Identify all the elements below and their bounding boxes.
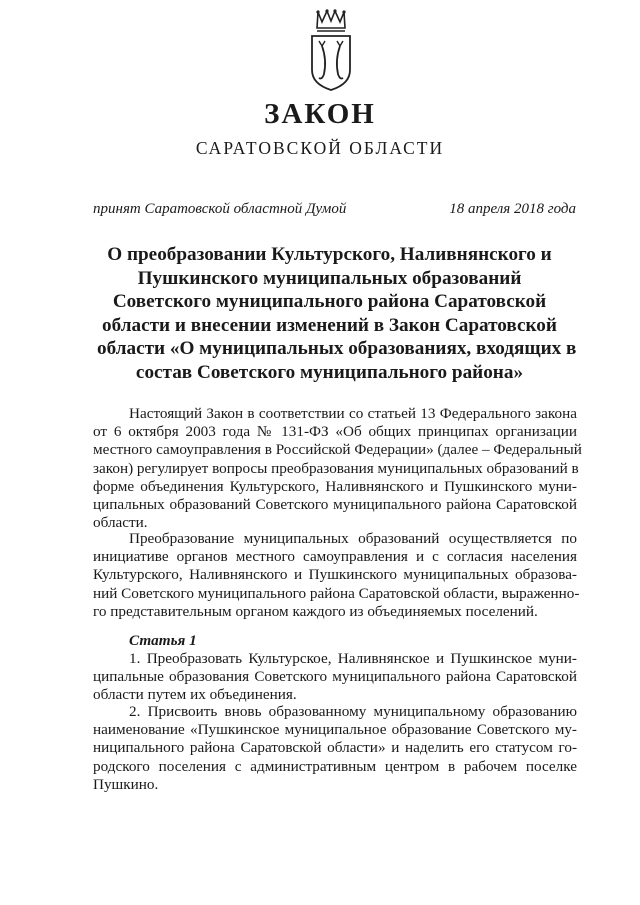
heading-line: состав Советского муниципального района» xyxy=(135,361,524,383)
heading-line: области «О муниципальных образованиях, входящих в xyxy=(97,338,577,359)
text-line: инициативе органов местного самоуправления и с согласия населения xyxy=(93,548,577,566)
text-line: ципальные образования Советского муниципального района Саратовской xyxy=(93,668,577,686)
article-1-item-1 xyxy=(93,650,577,705)
text-line: 1. Преобразовать Культурское, Наливнянское и Пушкинское муни- xyxy=(129,650,577,667)
adoption-date: 18 апреля 2018 года xyxy=(449,201,576,217)
text-line: местного самоуправления в Российской Федерации» (далее – Федеральный xyxy=(93,441,582,459)
adoption-line xyxy=(93,201,576,218)
text-line: Настоящий Закон в соответствии со статьей 13 Федерального закона xyxy=(129,405,577,422)
preamble-paragraph-1 xyxy=(93,405,582,532)
adopted-by: принят Саратовской областной Думой xyxy=(93,201,347,217)
text-line: го представительным органом каждого из объединяемых поселений. xyxy=(93,602,538,620)
text-line: ниципального района Саратовской области» и наделить его статусом го- xyxy=(93,739,577,757)
text-line: ципальных образований Советского муниципального района Саратовской xyxy=(93,495,577,513)
text-line: наименование «Пушкинское муниципальное образование Советского му- xyxy=(93,721,577,739)
saratov-coat-of-arms-icon xyxy=(300,8,362,92)
article-1-item-2 xyxy=(93,703,577,794)
text-line: родского поселения с административным центром в рабочем поселке xyxy=(93,757,577,775)
heading-line: Советского муниципального района Саратовской xyxy=(112,291,547,312)
text-line: закон) регулирует вопросы преобразования муниципальных образований в xyxy=(93,459,579,477)
text-line: от 6 октября 2003 года № 131-ФЗ «Об общих принципах организации xyxy=(93,423,577,441)
heading-line: О преобразовании Культурского, Наливнянского и xyxy=(107,244,552,265)
text-line: области. xyxy=(93,514,148,532)
text-line: Преобразование муниципальных образований осуществляется по xyxy=(129,530,577,547)
heading-line: Пушкинского муниципальных образований xyxy=(137,267,522,289)
law-subtitle: САРАТОВСКОЙ ОБЛАСТИ xyxy=(195,138,445,158)
text-line: 2. Присвоить вновь образованному муниципальному образованию xyxy=(129,703,577,720)
preamble-paragraph-2 xyxy=(93,530,580,621)
text-line: ний Советского муниципального района Саратовской области, выраженно- xyxy=(93,584,580,602)
text-line: форме объединения Культурского, Наливнянского и Пушкинского муни- xyxy=(93,477,577,495)
text-line: области путем их объединения. xyxy=(93,686,297,704)
text-line: Культурского, Наливнянского и Пушкинского муниципальных образова- xyxy=(93,566,577,584)
text-line: Пушкино. xyxy=(93,775,159,793)
document-heading xyxy=(97,243,577,384)
heading-line: области и внесении изменений в Закон Саратовской xyxy=(102,314,557,336)
law-title: ЗАКОН xyxy=(264,98,376,130)
article-1-title: Статья 1 xyxy=(129,632,197,649)
